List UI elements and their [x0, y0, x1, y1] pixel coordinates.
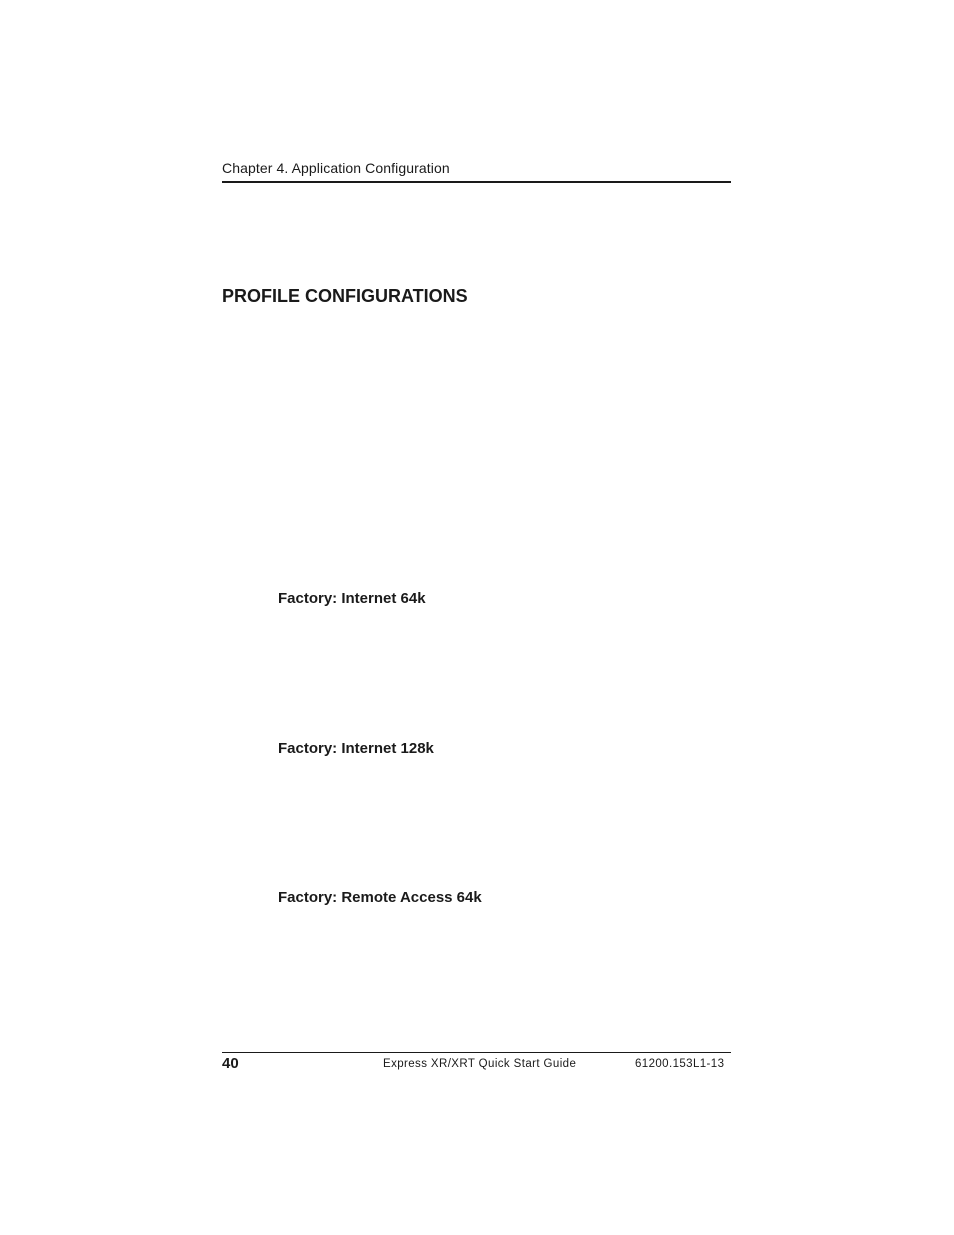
page-number: 40 [222, 1055, 239, 1072]
footer-doc-number: 61200.153L1-13 [635, 1058, 725, 1070]
section-title: PROFILE CONFIGURATIONS [222, 286, 468, 306]
footer-rule [222, 1052, 731, 1053]
subhead-remote-access-64k: Factory: Remote Access 64k [278, 889, 482, 906]
subhead-internet-128k: Factory: Internet 128k [278, 740, 434, 757]
running-header: Chapter 4. Application Configuration [222, 160, 450, 176]
footer-guide-title: Express XR/XRT Quick Start Guide [383, 1058, 577, 1070]
header-rule [222, 181, 731, 183]
subhead-internet-64k: Factory: Internet 64k [278, 590, 426, 607]
